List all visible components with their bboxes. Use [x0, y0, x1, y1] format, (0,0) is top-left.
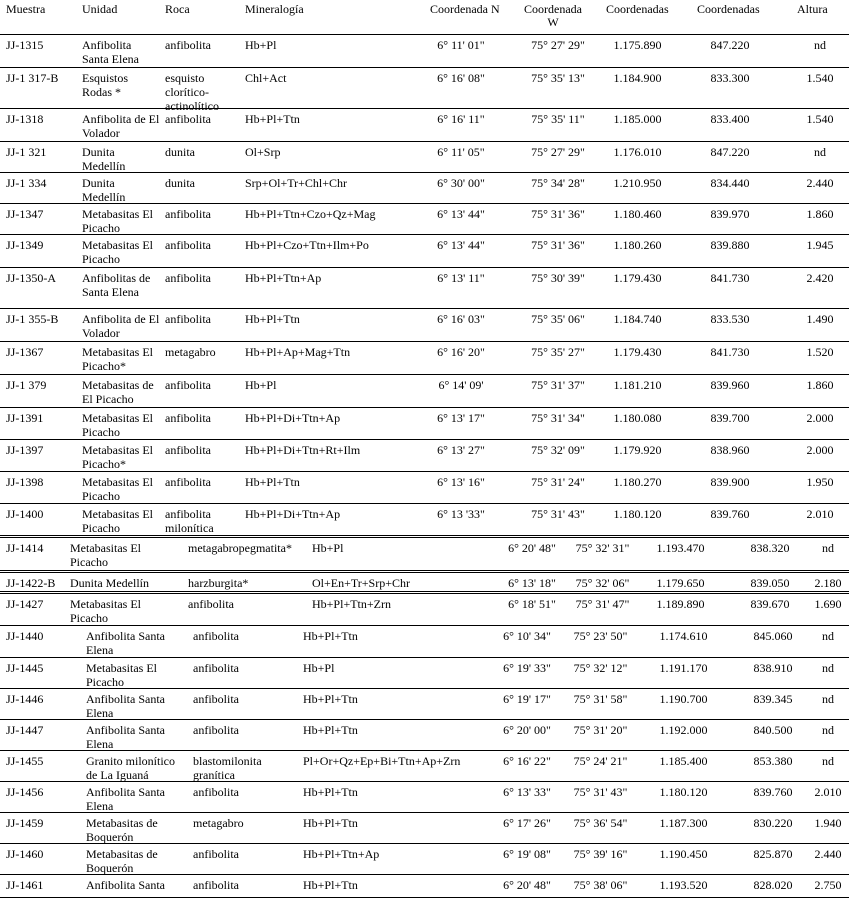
- cell-unidad: Metabasitas de Boquerón: [86, 847, 158, 875]
- cell-w: 75° 38' 06": [573, 878, 628, 892]
- cell-unidad: Metabasitas de El Picacho: [82, 378, 154, 406]
- table-row: [0, 68, 849, 113]
- cell-c2: 839.700: [710, 411, 750, 425]
- cell-muestra: JJ-1400: [6, 507, 44, 521]
- cell-w: 75° 34' 28": [531, 176, 585, 190]
- cell-c1: 1.210.950: [613, 176, 662, 190]
- cell-unidad: Anfibolita Santa Elena: [86, 629, 165, 657]
- cell-c2: 838.960: [710, 443, 750, 457]
- cell-unidad: Metabasitas El Picacho: [70, 597, 141, 625]
- cell-c2: 839.900: [710, 475, 750, 489]
- table-row: [0, 720, 849, 751]
- cell-mineralogia: Hb+Pl+Di+Ttn+Ap: [245, 411, 341, 425]
- cell-w: 75° 35' 06": [531, 312, 585, 326]
- cell-altura: 1.860: [806, 378, 834, 392]
- cell-altura: 1.690: [814, 597, 842, 611]
- cell-altura: 2.010: [806, 507, 834, 521]
- cell-n: 6° 14' 09': [438, 378, 484, 392]
- cell-n: 6° 11' 05": [437, 145, 485, 159]
- cell-c2: 838.320: [750, 541, 790, 555]
- cell-muestra: JJ-1447: [6, 723, 44, 737]
- cell-c1: 1.180.460: [613, 207, 662, 221]
- cell-w: 75° 31' 58": [573, 692, 628, 706]
- cell-altura: nd: [822, 692, 834, 706]
- cell-altura: nd: [822, 661, 834, 675]
- cell-n: 6° 16' 20": [437, 345, 485, 359]
- cell-c1: 1.192.000: [659, 723, 708, 737]
- cell-altura: 1.945: [806, 238, 834, 252]
- cell-c1: 1.180.080: [613, 411, 662, 425]
- cell-roca: anfibolita: [193, 847, 239, 861]
- cell-muestra: JJ-1391: [6, 411, 44, 425]
- cell-c2: 839.760: [753, 785, 793, 799]
- cell-c2: 825.870: [753, 847, 793, 861]
- cell-unidad: Metabasitas El Picacho: [82, 411, 153, 439]
- cell-c2: 833.530: [710, 312, 750, 326]
- table-row: [0, 375, 849, 408]
- cell-altura: 2.000: [806, 443, 834, 457]
- cell-roca: anfibolita: [165, 312, 211, 326]
- cell-muestra: JJ-1459: [6, 816, 44, 830]
- cell-n: 6° 13' 44": [437, 207, 485, 221]
- cell-mineralogia: Chl+Act: [245, 71, 287, 85]
- cell-mineralogia: Hb+Pl+Ttn+Czo+Qz+Mag: [245, 207, 376, 221]
- cell-mineralogia: Hb+Pl+Ttn: [303, 692, 358, 706]
- cell-c2: 839.050: [750, 576, 790, 590]
- cell-unidad: Dunita Medellín: [82, 176, 126, 204]
- cell-w: 75° 31' 24": [531, 475, 585, 489]
- cell-altura: nd: [814, 38, 826, 52]
- cell-mineralogia: Hb+Pl: [245, 38, 277, 52]
- cell-roca: blastomilonita granítica: [193, 754, 262, 782]
- cell-c1: 1.187.300: [659, 816, 708, 830]
- header-altura: Altura: [797, 2, 828, 16]
- cell-mineralogia: Hb+Pl+Ttn+Ap: [245, 271, 322, 285]
- cell-c1: 1.176.010: [613, 145, 662, 159]
- table-row: [0, 142, 849, 173]
- cell-mineralogia: Hb+Pl+Ttn: [303, 816, 358, 830]
- cell-unidad: Metabasitas El Picacho: [86, 661, 157, 689]
- cell-altura: 2.440: [814, 847, 842, 861]
- cell-unidad: Anfibolita Santa Elena: [82, 38, 139, 66]
- cell-unidad: Dunita Medellín: [70, 576, 149, 590]
- cell-c2: 839.345: [753, 692, 793, 706]
- cell-w: 75° 30' 39": [531, 271, 585, 285]
- cell-roca: anfibolita: [193, 878, 239, 892]
- cell-muestra: JJ-1367: [6, 345, 44, 359]
- cell-c2: 841.730: [710, 345, 750, 359]
- table-row: [0, 813, 849, 844]
- table-row: [0, 751, 849, 782]
- cell-roca: anfibolita: [193, 692, 239, 706]
- cell-c2: 839.970: [710, 207, 750, 221]
- cell-c2: 828.020: [753, 878, 793, 892]
- cell-muestra: JJ-1427: [6, 597, 44, 611]
- cell-n: 6° 13' 11": [437, 271, 485, 285]
- cell-n: 6° 13 '33": [437, 507, 485, 521]
- cell-unidad: Metabasitas El Picacho: [82, 475, 153, 503]
- cell-w: 75° 31' 36": [531, 207, 585, 221]
- cell-roca: metagabro: [165, 345, 216, 359]
- cell-roca: anfibolita: [193, 723, 239, 737]
- cell-roca: harzburgita*: [188, 576, 249, 590]
- cell-muestra: JJ-1347: [6, 207, 44, 221]
- cell-unidad: Metabasitas El Picacho: [82, 507, 153, 535]
- cell-mineralogia: Hb+Pl+Di+Ttn+Rt+Ilm: [245, 443, 361, 457]
- header-coordenadas-1: Coordenadas: [606, 2, 669, 16]
- cell-c1: 1.184.740: [613, 312, 662, 326]
- cell-mineralogia: Hb+Pl+Ttn: [303, 723, 358, 737]
- cell-c1: 1.180.120: [659, 785, 708, 799]
- cell-roca: anfibolita: [188, 597, 234, 611]
- cell-mineralogia: Hb+Pl+Ttn: [303, 878, 358, 892]
- cell-roca: metagabro: [193, 816, 244, 830]
- cell-roca: anfibolita: [165, 443, 211, 457]
- cell-w: 75° 23' 50": [573, 629, 628, 643]
- cell-w: 75° 27' 29": [531, 38, 585, 52]
- cell-unidad: Anfibolita Santa Elena: [86, 785, 165, 813]
- cell-c2: 847.220: [710, 145, 750, 159]
- cell-c1: 1.179.650: [656, 576, 705, 590]
- cell-muestra: JJ-1445: [6, 661, 44, 675]
- table-row: [0, 472, 849, 504]
- cell-unidad: Anfibolita de El Volador: [82, 112, 160, 140]
- cell-w: 75° 32' 12": [573, 661, 628, 675]
- cell-c2: 833.300: [710, 71, 750, 85]
- cell-n: 6° 16' 08": [437, 71, 485, 85]
- cell-muestra: JJ-1 321: [6, 145, 47, 159]
- cell-w: 75° 39' 16": [573, 847, 628, 861]
- cell-muestra: JJ-1397: [6, 443, 44, 457]
- cell-c1: 1.185.400: [659, 754, 708, 768]
- cell-n: 6° 13' 44": [437, 238, 485, 252]
- cell-c2: 830.220: [753, 816, 793, 830]
- cell-mineralogia: Hb+Pl+Ttn: [245, 312, 300, 326]
- cell-muestra: JJ-1 355-B: [6, 312, 59, 326]
- cell-roca: anfibolita: [165, 207, 211, 221]
- cell-roca: anfibolita: [165, 238, 211, 252]
- cell-mineralogia: Hb+Pl+Ttn: [303, 629, 358, 643]
- cell-n: 6° 19' 17": [503, 692, 551, 706]
- cell-n: 6° 18' 51": [508, 597, 556, 611]
- cell-w: 75° 32' 31": [575, 541, 630, 555]
- cell-c1: 1.174.610: [659, 629, 708, 643]
- cell-n: 6° 20' 48": [503, 878, 551, 892]
- cell-n: 6° 11' 01": [437, 38, 485, 52]
- cell-roca: esquisto clorítico-actinolítico: [165, 71, 219, 113]
- table-row: [0, 173, 849, 204]
- cell-c1: 1.180.120: [613, 507, 662, 521]
- cell-unidad: Esquistos Rodas *: [82, 71, 129, 99]
- cell-roca: dunita: [165, 176, 195, 190]
- cell-c2: 833.400: [710, 112, 750, 126]
- cell-unidad: Metabasitas El Picacho: [82, 207, 153, 235]
- table-row: [0, 782, 849, 813]
- table-row: [0, 268, 849, 309]
- cell-w: 75° 36' 54": [573, 816, 628, 830]
- cell-w: 75° 24' 21": [573, 754, 628, 768]
- cell-roca: anfibolita: [165, 378, 211, 392]
- cell-unidad: Granito milonítico de La Iguaná: [86, 754, 175, 782]
- cell-n: 6° 13' 27": [437, 443, 485, 457]
- cell-altura: 1.860: [806, 207, 834, 221]
- header-unidad: Unidad: [82, 2, 118, 16]
- cell-muestra: JJ-1455: [6, 754, 44, 768]
- cell-c2: 847.220: [710, 38, 750, 52]
- table-row: [0, 235, 849, 268]
- cell-roca: anfibolita: [165, 475, 211, 489]
- cell-w: 75° 31' 37": [531, 378, 585, 392]
- cell-w: 75° 31' 36": [531, 238, 585, 252]
- cell-muestra: JJ-1446: [6, 692, 44, 706]
- cell-muestra: JJ-1398: [6, 475, 44, 489]
- cell-mineralogia: Hb+Pl: [303, 661, 335, 675]
- cell-unidad: Anfibolita Santa Elena: [86, 723, 165, 751]
- cell-n: 6° 16' 03": [437, 312, 485, 326]
- cell-n: 6° 13' 33": [503, 785, 551, 799]
- cell-mineralogia: Hb+Pl+Ttn: [245, 112, 300, 126]
- cell-altura: 2.180: [814, 576, 842, 590]
- cell-unidad: Dunita Medellín: [82, 145, 126, 173]
- cell-mineralogia: Hb+Pl+Di+Ttn+Ap: [245, 507, 341, 521]
- cell-altura: 1.540: [806, 71, 834, 85]
- cell-c1: 1.181.210: [613, 378, 662, 392]
- cell-c1: 1.175.890: [613, 38, 662, 52]
- cell-c1: 1.180.260: [613, 238, 662, 252]
- cell-mineralogia: Ol+En+Tr+Srp+Chr: [312, 576, 410, 590]
- cell-w: 75° 35' 27": [531, 345, 585, 359]
- cell-n: 6° 30' 00": [437, 176, 485, 190]
- cell-c2: 845.060: [753, 629, 793, 643]
- cell-roca: dunita: [165, 145, 195, 159]
- cell-altura: 1.520: [806, 345, 834, 359]
- cell-unidad: Anfibolitas de Santa Elena: [82, 271, 151, 299]
- cell-c2: 834.440: [710, 176, 750, 190]
- cell-muestra: JJ-1318: [6, 112, 44, 126]
- cell-c2: 839.760: [710, 507, 750, 521]
- cell-n: 6° 20' 48": [508, 541, 556, 555]
- cell-mineralogia: Hb+Pl+Czo+Ttn+Ilm+Po: [245, 238, 369, 252]
- cell-w: 75° 31' 43": [531, 507, 585, 521]
- cell-n: 6° 13' 18": [508, 576, 556, 590]
- cell-unidad: Metabasitas El Picacho: [82, 238, 153, 266]
- cell-mineralogia: Hb+Pl: [245, 378, 277, 392]
- table-row: [0, 844, 849, 875]
- cell-muestra: JJ-1349: [6, 238, 44, 252]
- table-row: [0, 309, 849, 342]
- cell-c2: 839.670: [750, 597, 790, 611]
- cell-muestra: JJ-1350-A: [6, 271, 56, 285]
- cell-n: 6° 10' 34": [503, 629, 551, 643]
- cell-altura: 2.750: [814, 878, 842, 892]
- cell-c2: 838.910: [753, 661, 793, 675]
- cell-c1: 1.184.900: [613, 71, 662, 85]
- cell-w: 75° 31' 34": [531, 411, 585, 425]
- cell-c1: 1.193.520: [659, 878, 708, 892]
- cell-unidad: Metabasitas El Picacho*: [82, 443, 153, 471]
- cell-n: 6° 19' 08": [503, 847, 551, 861]
- header-muestra: Muestra: [6, 2, 46, 16]
- cell-altura: nd: [822, 629, 834, 643]
- table-row: [0, 573, 849, 594]
- cell-c2: 853.380: [753, 754, 793, 768]
- cell-roca: anfibolita: [165, 38, 211, 52]
- cell-c1: 1.190.450: [659, 847, 708, 861]
- cell-muestra: JJ-1315: [6, 38, 44, 52]
- cell-muestra: JJ-1460: [6, 847, 44, 861]
- table-row: [0, 538, 849, 573]
- cell-mineralogia: Hb+Pl+Ttn+Zrn: [312, 597, 391, 611]
- cell-altura: nd: [822, 541, 834, 555]
- cell-muestra: JJ-1 317-B: [6, 71, 59, 85]
- cell-muestra: JJ-1414: [6, 541, 44, 555]
- cell-roca: anfibolita: [193, 661, 239, 675]
- cell-w: 75° 32' 06": [575, 576, 630, 590]
- header-coordenada-n: Coordenada N: [430, 2, 500, 16]
- cell-w: 75° 27' 29": [531, 145, 585, 159]
- table-row: [0, 875, 849, 898]
- cell-w: 75° 35' 11": [531, 112, 585, 126]
- cell-c1: 1.189.890: [656, 597, 705, 611]
- cell-c1: 1.179.920: [613, 443, 662, 457]
- cell-roca: metagabropegmatita*: [188, 541, 292, 555]
- table-row: [0, 594, 849, 626]
- cell-muestra: JJ-1461: [6, 878, 44, 892]
- cell-roca: anfibolita milonítica: [165, 507, 214, 535]
- cell-n: 6° 13' 16": [437, 475, 485, 489]
- cell-c1: 1.179.430: [613, 345, 662, 359]
- cell-n: 6° 16' 11": [437, 112, 485, 126]
- cell-c2: 841.730: [710, 271, 750, 285]
- cell-mineralogia: Hb+Pl+Ttn+Ap: [303, 847, 380, 861]
- cell-n: 6° 20' 00": [503, 723, 551, 737]
- cell-mineralogia: Hb+Pl+Ttn: [303, 785, 358, 799]
- cell-unidad: Metabasitas El Picacho*: [82, 345, 153, 373]
- cell-roca: anfibolita: [193, 785, 239, 799]
- cell-c2: 839.960: [710, 378, 750, 392]
- cell-c2: 839.880: [710, 238, 750, 252]
- cell-altura: 1.940: [814, 816, 842, 830]
- cell-altura: 1.490: [806, 312, 834, 326]
- table-header: [0, 0, 849, 35]
- cell-muestra: JJ-1 379: [6, 378, 47, 392]
- cell-altura: 1.950: [806, 475, 834, 489]
- header-roca: Roca: [165, 2, 190, 16]
- cell-mineralogia: Hb+Pl: [312, 541, 344, 555]
- cell-mineralogia: Srp+Ol+Tr+Chl+Chr: [245, 176, 347, 190]
- cell-c1: 1.191.170: [659, 661, 708, 675]
- cell-c1: 1.193.470: [656, 541, 705, 555]
- cell-altura: nd: [822, 754, 834, 768]
- cell-altura: 2.440: [806, 176, 834, 190]
- cell-altura: nd: [822, 723, 834, 737]
- table-row: [0, 408, 849, 440]
- cell-w: 75° 35' 13": [531, 71, 585, 85]
- cell-roca: anfibolita: [193, 629, 239, 643]
- cell-roca: anfibolita: [165, 411, 211, 425]
- cell-mineralogia: Ol+Srp: [245, 145, 281, 159]
- cell-unidad: Anfibolita Santa: [86, 878, 165, 892]
- header-coordenadas-2: Coordenadas: [697, 2, 760, 16]
- table-row: [0, 204, 849, 235]
- cell-c1: 1.185.000: [613, 112, 662, 126]
- cell-mineralogia: Pl+Or+Qz+Ep+Bi+Ttn+Ap+Zrn: [303, 754, 461, 768]
- table-row: [0, 35, 849, 68]
- cell-c1: 1.190.700: [659, 692, 708, 706]
- cell-n: 6° 17' 26": [503, 816, 551, 830]
- cell-w: 75° 31' 20": [573, 723, 628, 737]
- cell-muestra: JJ-1422-B: [6, 576, 56, 590]
- cell-n: 6° 13' 17": [437, 411, 485, 425]
- cell-altura: nd: [814, 145, 826, 159]
- table-row: [0, 626, 849, 658]
- cell-c2: 840.500: [753, 723, 793, 737]
- cell-c1: 1.179.430: [613, 271, 662, 285]
- cell-n: 6° 19' 33": [503, 661, 551, 675]
- cell-unidad: Metabasitas El Picacho: [70, 541, 141, 569]
- header-mineralogia: Mineralogía: [245, 2, 304, 16]
- cell-n: 6° 16' 22": [503, 754, 551, 768]
- cell-w: 75° 32' 09": [531, 443, 585, 457]
- table-body: [0, 35, 849, 898]
- cell-roca: anfibolita: [165, 112, 211, 126]
- cell-mineralogia: Hb+Pl+Ap+Mag+Ttn: [245, 345, 351, 359]
- cell-c1: 1.180.270: [613, 475, 662, 489]
- cell-mineralogia: Hb+Pl+Ttn: [245, 475, 300, 489]
- cell-roca: anfibolita: [165, 271, 211, 285]
- table-row: [0, 504, 849, 538]
- table-row: [0, 109, 849, 142]
- table-row: [0, 658, 849, 689]
- cell-muestra: JJ-1 334: [6, 176, 47, 190]
- cell-unidad: Metabasitas de Boquerón: [86, 816, 158, 844]
- cell-unidad: Anfibolita de El Volador: [82, 312, 160, 340]
- cell-w: 75° 31' 43": [573, 785, 628, 799]
- cell-muestra: JJ-1456: [6, 785, 44, 799]
- cell-altura: 2.000: [806, 411, 834, 425]
- cell-altura: 1.540: [806, 112, 834, 126]
- cell-unidad: Anfibolita Santa Elena: [86, 692, 165, 720]
- cell-altura: 2.420: [806, 271, 834, 285]
- table-row: [0, 342, 849, 375]
- header-coordenada-w: Coordenada W: [524, 2, 582, 29]
- table-row: [0, 689, 849, 720]
- cell-muestra: JJ-1440: [6, 629, 44, 643]
- cell-w: 75° 31' 47": [575, 597, 630, 611]
- cell-altura: 2.010: [814, 785, 842, 799]
- table-row: [0, 440, 849, 472]
